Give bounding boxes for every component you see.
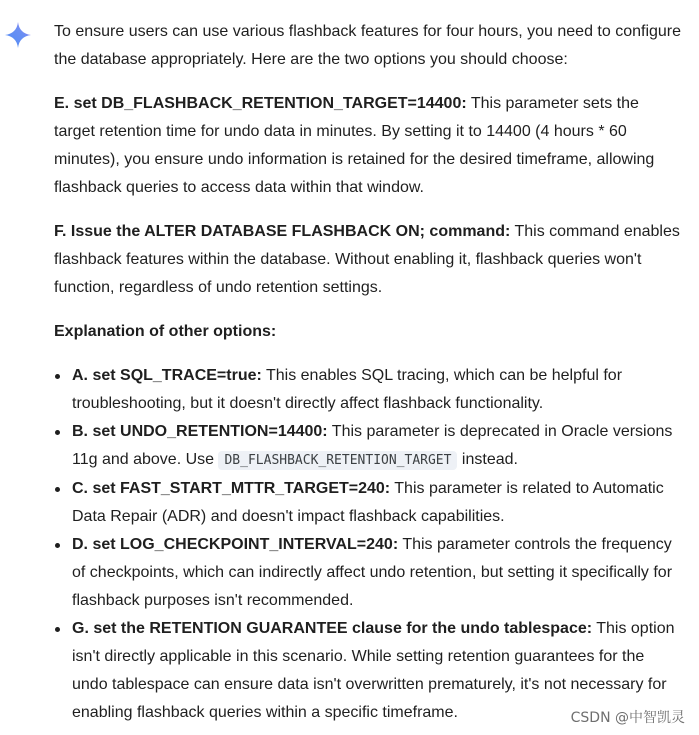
option-g-text: This option isn't directly applicable in this scenario. While setting retention guarantees for the undo tablespace can ensure data isn't overwritten prematurely, it's not necessary for enabling flashback queries within a specific timeframe.	[72, 620, 675, 721]
list-item	[54, 418, 684, 475]
other-options-heading: Explanation of other options:	[54, 323, 277, 340]
option-d-text: This parameter controls the frequency of checkpoints, which can indirectly affect undo retention, but setting it specifically for flashback purposes isn't recommended.	[72, 536, 673, 609]
list-item	[54, 362, 684, 418]
list-item	[54, 475, 684, 531]
option-f-paragraph	[54, 218, 684, 302]
option-a-title: A. set SQL_TRACE=true:	[72, 367, 262, 384]
other-options-list	[54, 362, 684, 727]
option-c-title: C. set FAST_START_MTTR_TARGET=240:	[72, 480, 391, 497]
option-g-title: G. set the RETENTION GUARANTEE clause for the undo tablespace:	[72, 620, 593, 637]
option-e-paragraph	[54, 90, 684, 202]
response-content	[54, 18, 684, 727]
option-b-text-after: instead.	[457, 451, 518, 468]
option-f-text: This command enables flashback features within the database. Without enabling it, flashback queries won't function, regardless of undo retention settings.	[54, 223, 680, 296]
list-item	[54, 531, 684, 615]
option-f-title: F. Issue the ALTER DATABASE FLASHBACK ON; command:	[54, 223, 511, 240]
intro-paragraph: To ensure users can use various flashback features for four hours, you need to configure the database appropriately. Here are the two options you should choose:	[54, 23, 682, 68]
option-d-title: D. set LOG_CHECKPOINT_INTERVAL=240:	[72, 536, 399, 553]
gemini-sparkle-icon	[4, 21, 32, 49]
option-a-text: This enables SQL tracing, which can be helpful for troubleshooting, but it doesn't directly affect flashback functionality.	[72, 367, 623, 412]
option-c-text: This parameter is related to Automatic Data Repair (ADR) and doesn't impact flashback capabilities.	[72, 480, 664, 525]
option-b-title: B. set UNDO_RETENTION=14400:	[72, 423, 328, 440]
watermark: CSDN @中智凯灵	[570, 710, 685, 726]
inline-code: DB_FLASHBACK_RETENTION_TARGET	[218, 451, 457, 470]
option-e-text: This parameter sets the target retention time for undo data in minutes. By setting it to 14400 (4 hours * 60 minutes), you ensure undo information is retained for the desired timeframe, allowing flashback queries to access data within that window.	[54, 95, 655, 196]
option-e-title: E. set DB_FLASHBACK_RETENTION_TARGET=14400:	[54, 95, 467, 112]
option-b-text: This parameter is deprecated in Oracle versions 11g and above. Use	[72, 423, 673, 468]
